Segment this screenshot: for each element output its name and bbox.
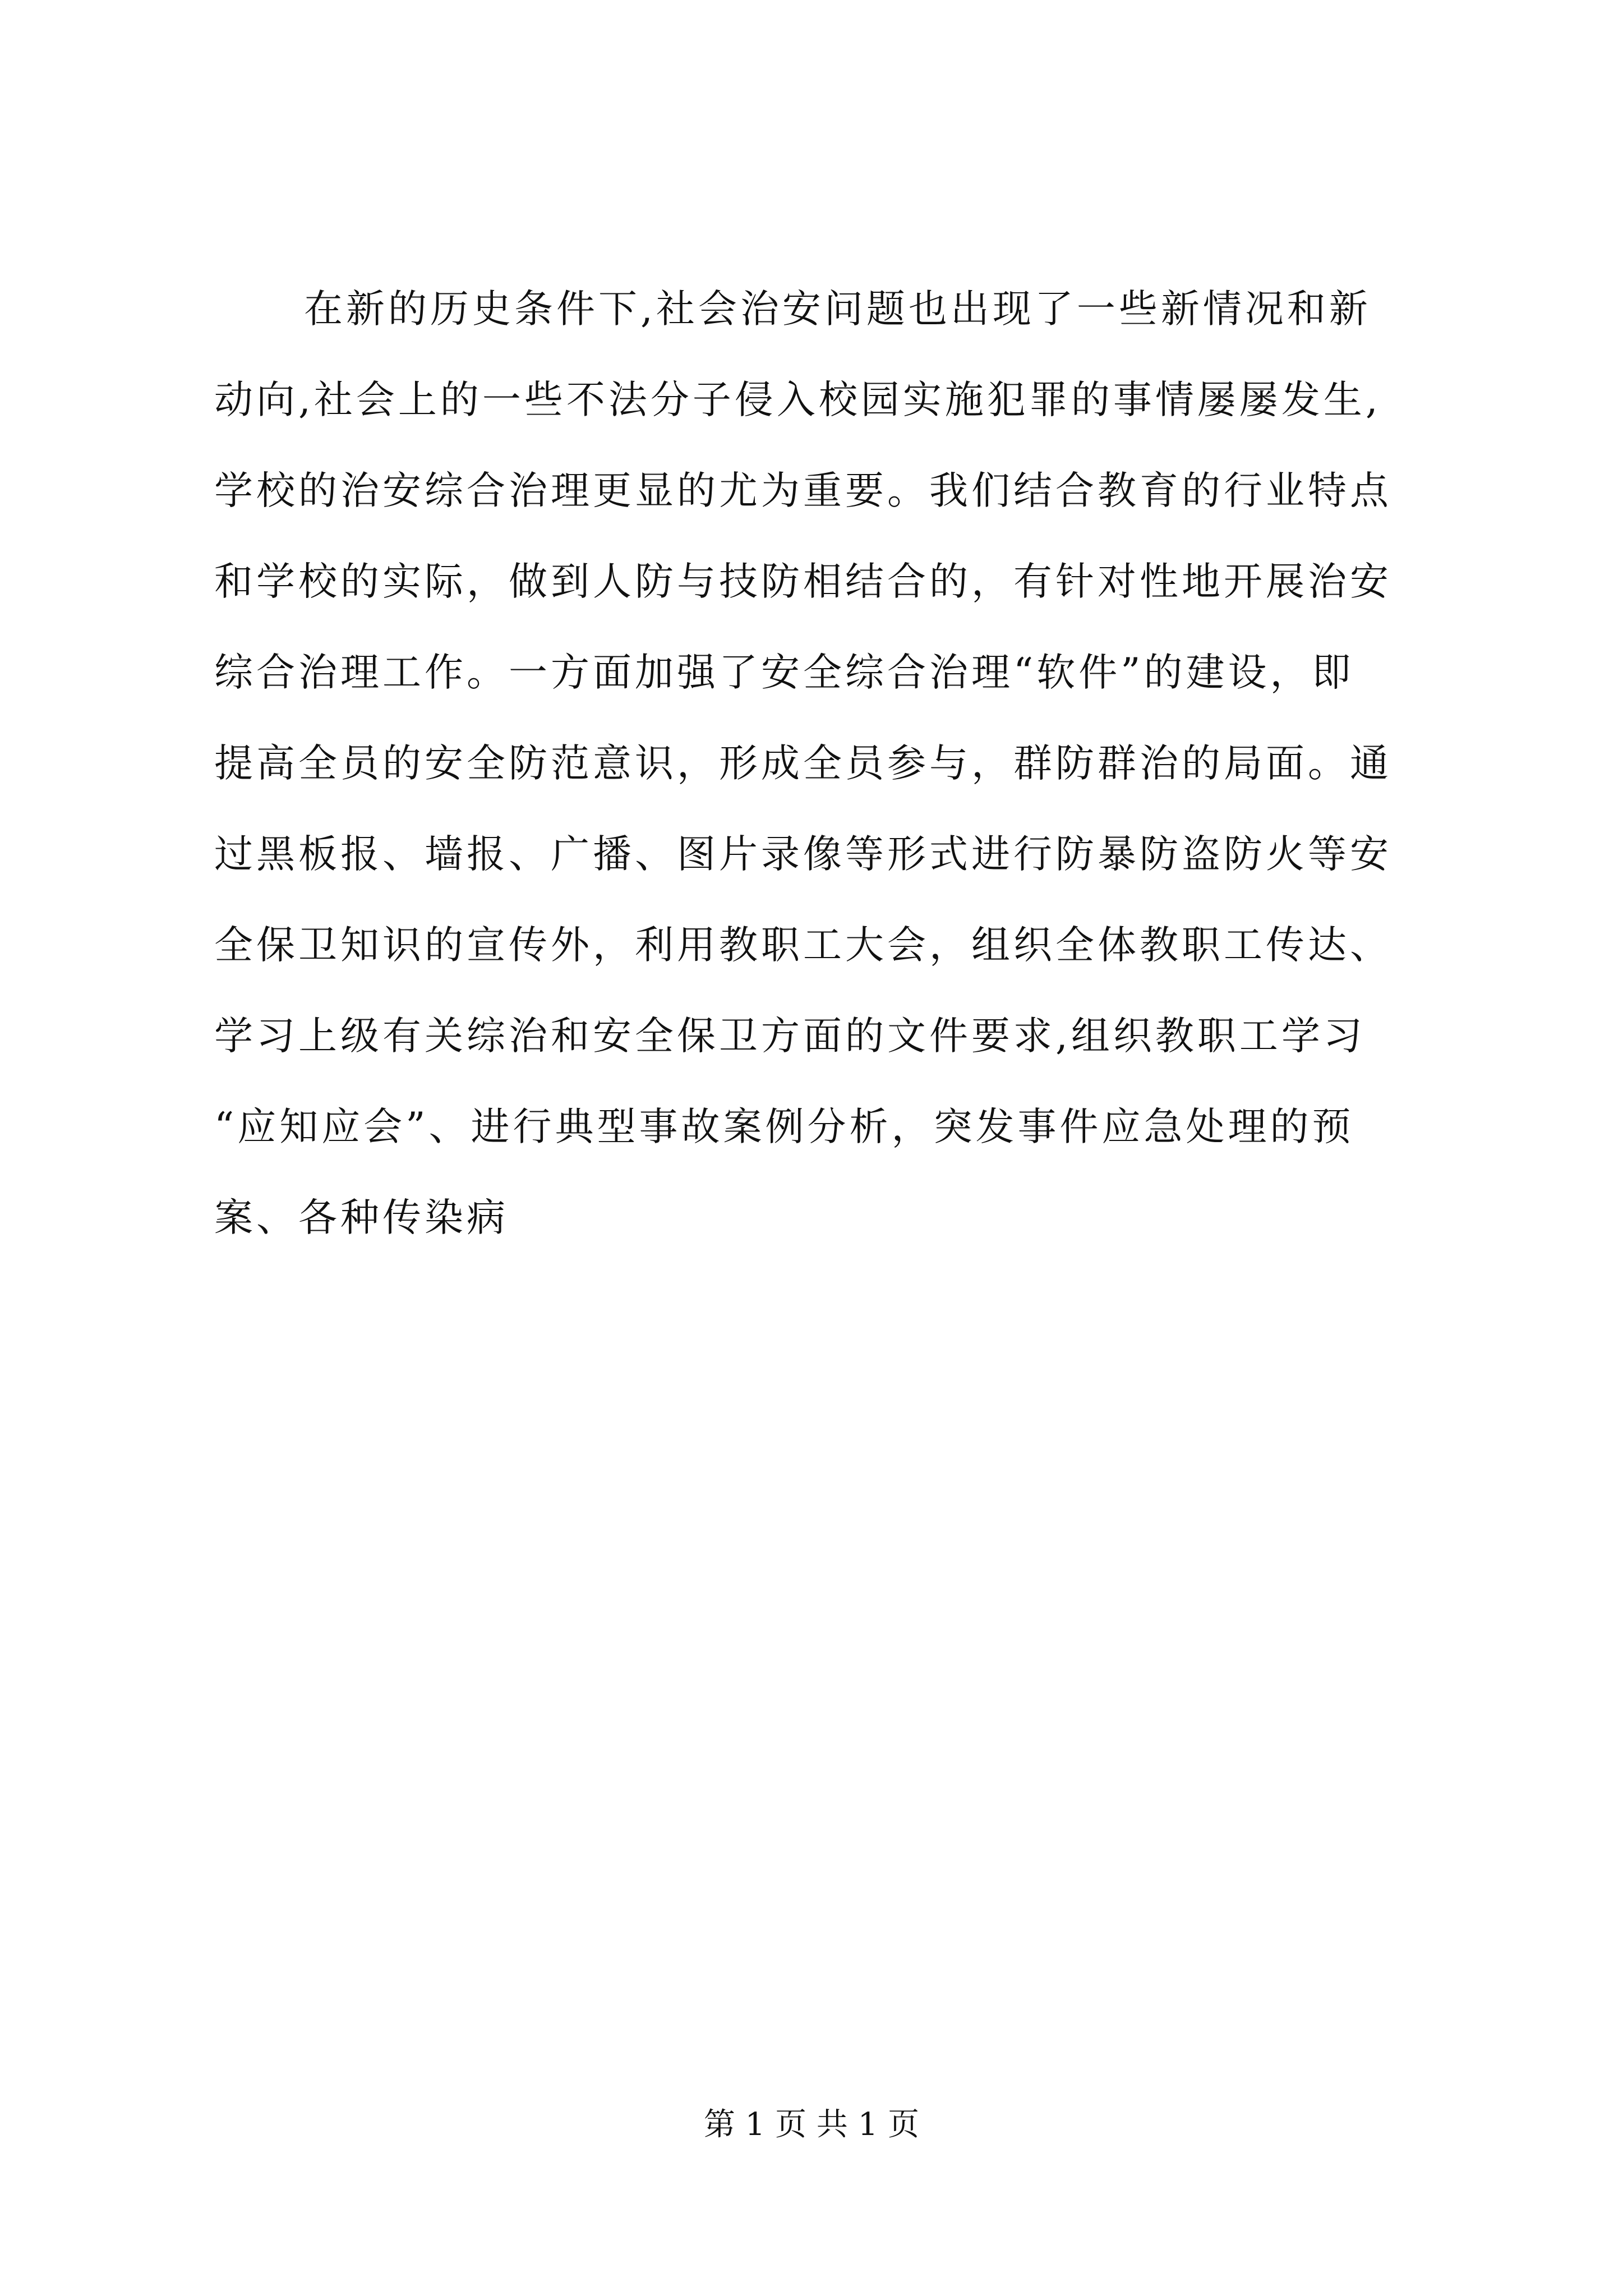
paragraph-line: 案、各种传染病: [214, 1195, 509, 1240]
paragraph-line: 在新的历史条件下,社会治安问题也出现了一些新情况和新: [304, 287, 1371, 332]
paragraph-line: 全保卫知识的宣传外，利用教职工大会，组织全体教职工传达、: [214, 923, 1392, 968]
paragraph-line: “应知应会”、进行典型事故案例分析，突发事件应急处理的预: [214, 1105, 1354, 1149]
page-footer: 第 1 页 共 1 页: [703, 2106, 920, 2143]
paragraph-line: 和学校的实际，做到人防与技防相结合的，有针对性地开展治安: [214, 559, 1392, 604]
paragraph-line: 学习上级有关综治和安全保卫方面的文件要求,组织教职工学习: [214, 1014, 1366, 1059]
body-paragraph: [214, 264, 1470, 1263]
paragraph-line: 过黑板报、墙报、广播、图片录像等形式进行防暴防盗防火等安: [214, 832, 1392, 877]
paragraph-line: 综合治理工作。一方面加强了安全综合治理“软件”的建设，即: [214, 650, 1354, 695]
paragraph-line: 动向,社会上的一些不法分子侵入校园实施犯罪的事情屡屡发生,: [214, 378, 1381, 422]
paragraph-line: 学校的治安综合治理更显的尤为重要。我们结合教育的行业特点: [214, 468, 1392, 513]
paragraph-line: 提高全员的安全防范意识，形成全员参与，群防群治的局面。通: [214, 741, 1392, 786]
